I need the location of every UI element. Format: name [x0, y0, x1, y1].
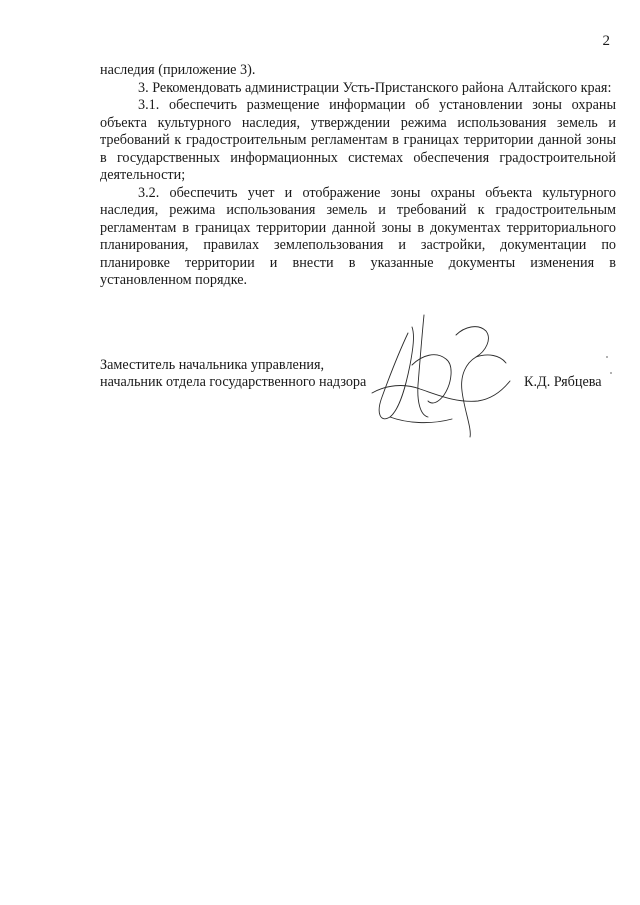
scan-artifact — [610, 372, 612, 374]
signatory-position — [100, 357, 366, 391]
handwritten-signature — [360, 305, 530, 440]
paragraph-item-3: 3. Рекомендовать администрации Усть-Пристанского района Алтайского края: — [138, 79, 612, 96]
signatory-position-line-1: Заместитель начальника управления, — [100, 357, 325, 373]
page-number: 2 — [602, 33, 610, 49]
signatory-name: К.Д. Рябцева — [524, 374, 602, 390]
paragraph-item-3-2: 3.2. обеспечить учет и отображение зоны охраны объекта культурного наследия, режима использования земель и требований к градостроительным регламентам в границах территории данной зоны в документах территориального планирования, правилах землепользования и застройки, документации по планировке территории и внести в указанные документы изменения в установленном порядке. — [100, 184, 616, 288]
signatory-position-line-2: начальник отдела государственного надзора — [100, 374, 367, 390]
paragraph-continuation: наследия (приложение 3). — [100, 62, 256, 78]
scan-artifact — [606, 356, 608, 358]
document-body — [100, 62, 616, 290]
paragraph-item-3-1: 3.1. обеспечить размещение информации об установлении зоны охраны объекта культурного наследия, утверждении режима использования земель и требований к градостроительным регламентам в границах территории данной зоны в государственных информационных системах обеспечения градостроительной деятельности; — [100, 97, 616, 183]
